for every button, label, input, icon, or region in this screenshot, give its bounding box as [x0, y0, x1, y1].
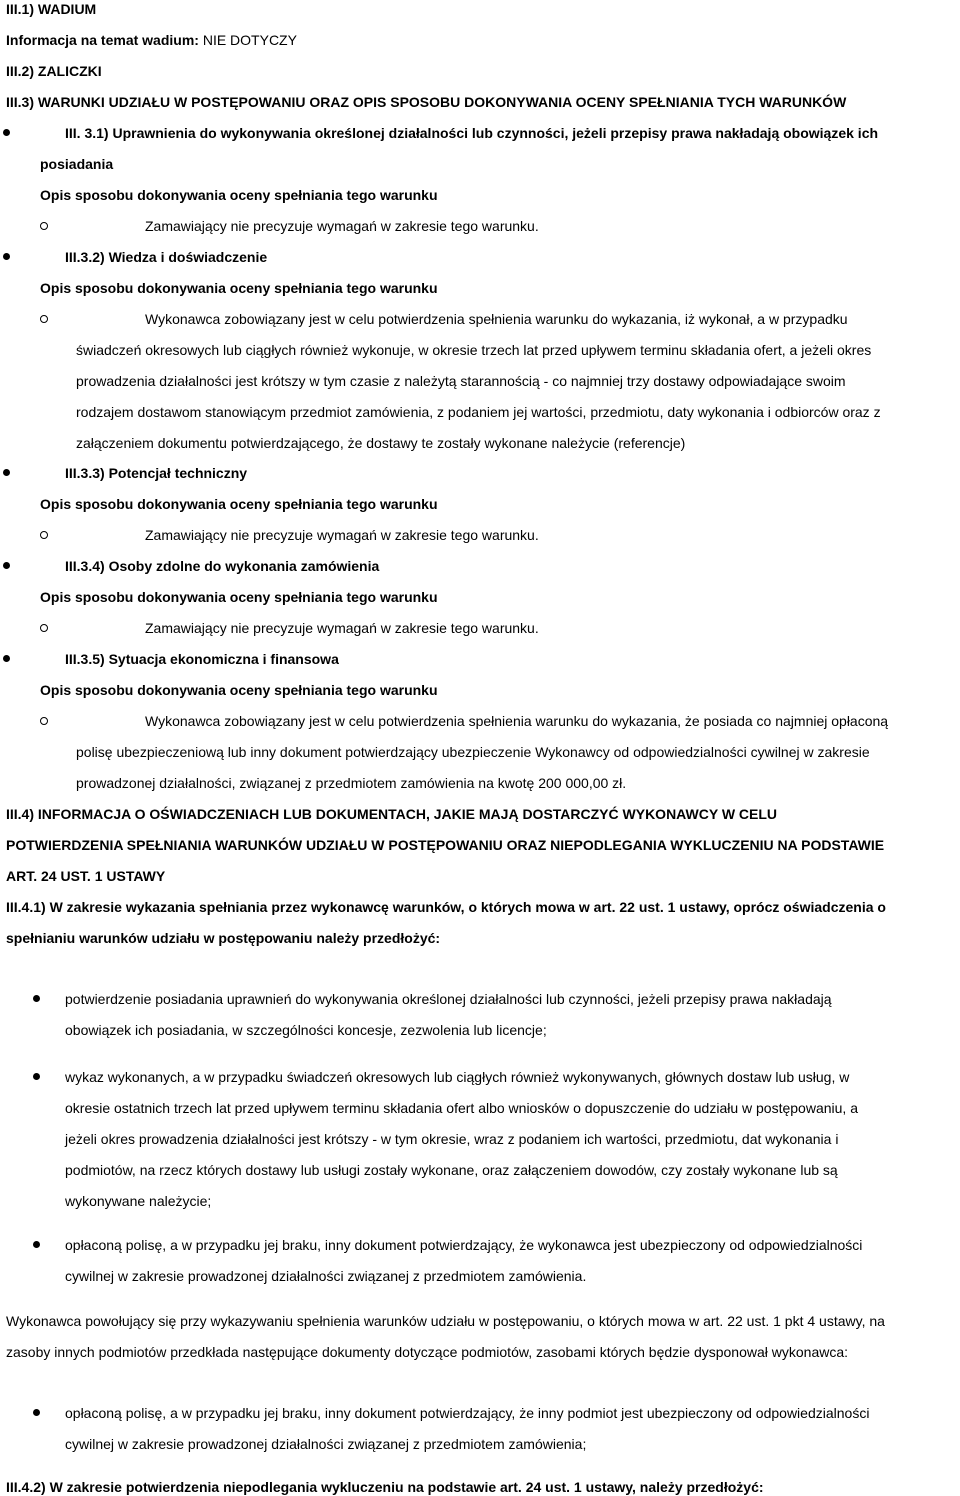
bullet-dot — [3, 469, 10, 476]
list-item-text: cywilnej w zakresie prowadzonej działalności związanej z przedmiotem zamówienia; — [65, 1436, 587, 1452]
bullet-circle — [40, 222, 48, 230]
heading-warunki: III.3) WARUNKI UDZIAŁU W POSTĘPOWANIU ORAZ OPIS SPOSOBU DOKONYWANIA OCENY SPEŁNIANIA TYCH WARUNKÓW — [6, 94, 847, 110]
wadium-info-label: Informacja na temat wadium: — [6, 32, 199, 48]
heading-wadium: III.1) WADIUM — [6, 1, 97, 17]
condition-text-2-line: załączeniem dokumentu potwierdzającego, że dostawy te zostały wykonane należycie (referencje) — [76, 435, 686, 451]
list-item-text: opłaconą polisę, a w przypadku jej braku, inny dokument potwierdzający, że wykonawca jest ubezpieczony od odpowiedzialności — [65, 1237, 863, 1253]
bullet-circle — [40, 315, 48, 323]
condition-title-3: III.3.3) Potencjał techniczny — [65, 465, 248, 481]
bullet-circle — [40, 531, 48, 539]
list-item-text: obowiązek ich posiadania, w szczególności koncesje, zezwolenia lub licencje; — [65, 1022, 547, 1038]
paragraph-resources-cont: zasoby innych podmiotów przedkłada następujące dokumenty dotyczące podmiotów, zasobami których będzie dysponował wykonawca: — [6, 1344, 849, 1360]
heading-zaliczki: III.2) ZALICZKI — [6, 63, 102, 79]
bullet-dot — [33, 995, 40, 1002]
list-item-text: okresie ostatnich trzech lat przed upływem terminu składania ofert albo wniosków o dopuszczenie do udziału w postępowaniu, a — [65, 1100, 858, 1116]
condition-text-5-line: polisę ubezpieczeniową lub inny dokument potwierdzający ubezpieczenie Wykonawcy od odpowiedzialności cywilnej w zakresie — [76, 744, 870, 760]
heading-section-4-2: III.4.2) W zakresie potwierdzenia niepodlegania wykluczeniu na podstawie art. 24 ust. 1 ustawy, należy przedłożyć: — [6, 1479, 764, 1495]
condition-title-2: III.3.2) Wiedza i doświadczenie — [65, 249, 268, 265]
condition-title-1: III. 3.1) Uprawnienia do wykonywania określonej działalności lub czynności, jeżeli przepisy prawa nakładają obowiązek ich — [65, 125, 879, 141]
bullet-circle — [40, 624, 48, 632]
opis-heading: Opis sposobu dokonywania oceny spełniania tego warunku — [40, 280, 438, 296]
list-item-text: potwierdzenie posiadania uprawnień do wykonywania określonej działalności lub czynności, jeżeli przepisy prawa nakładają — [65, 991, 832, 1007]
opis-heading: Opis sposobu dokonywania oceny spełniania tego warunku — [40, 589, 438, 605]
bullet-dot — [3, 129, 10, 136]
condition-text-5-line: prowadzonej działalności, związanej z przedmiotem zamówienia na kwotę 200 000,00 zł. — [76, 775, 627, 791]
list-item-text: jeżeli okres prowadzenia działalności jest krótszy - w tym okresie, wraz z podaniem ich wartości, przedmiotu, dat wykonania i — [65, 1131, 839, 1147]
condition-title-5: III.3.5) Sytuacja ekonomiczna i finansowa — [65, 651, 339, 667]
paragraph-resources: Wykonawca powołujący się przy wykazywaniu spełnienia warunków udziału w postępowaniu, o których mowa w art. 22 ust. 1 pkt 4 ustawy, na — [6, 1313, 885, 1329]
condition-title-4: III.3.4) Osoby zdolne do wykonania zamówienia — [65, 558, 380, 574]
condition-text-5-line: Wykonawca zobowiązany jest w celu potwierdzenia spełnienia warunku do wykazania, że posiada co najmniej opłaconą — [145, 713, 889, 729]
condition-text-2-line: rodzajem dostawom stanowiącym przedmiot zamówienia, z podaniem jej wartości, przedmiotu, daty wykonania i odbiorców oraz z — [76, 404, 881, 420]
bullet-dot — [33, 1073, 40, 1080]
heading-section-4-1: III.4.1) W zakresie wykazania spełniania przez wykonawcę warunków, o których mowa w art. 22 ust. 1 ustawy, oprócz oświadczenia o — [6, 899, 886, 915]
bullet-dot — [33, 1409, 40, 1416]
bullet-dot — [3, 655, 10, 662]
condition-text-2-line: prowadzenia działalności jest krótszy w tym czasie z należytą starannością - co najmniej trzy dostawy odpowiadające swoim — [76, 373, 846, 389]
list-item-text: wykonywane należycie; — [65, 1193, 212, 1209]
opis-heading: Opis sposobu dokonywania oceny spełniania tego warunku — [40, 187, 438, 203]
wadium-info-value: NIE DOTYCZY — [198, 32, 297, 48]
condition-title-1-cont: posiadania — [40, 156, 114, 172]
wadium-info — [6, 31, 297, 49]
list-item-text: podmiotów, na rzecz których dostawy lub usługi zostały wykonane, oraz załączeniem dowodów, czy zostały wykonane lub są — [65, 1162, 838, 1178]
opis-heading: Opis sposobu dokonywania oceny spełniania tego warunku — [40, 496, 438, 512]
list-item-text: opłaconą polisę, a w przypadku jej braku, inny dokument potwierdzający, że inny podmiot jest ubezpieczony od odpowiedzialności — [65, 1405, 870, 1421]
bullet-circle — [40, 717, 48, 725]
condition-text-4: Zamawiający nie precyzuje wymagań w zakresie tego warunku. — [145, 620, 539, 636]
heading-section-4-cont: ART. 24 UST. 1 USTAWY — [6, 868, 166, 884]
heading-section-4: III.4) INFORMACJA O OŚWIADCZENIACH LUB DOKUMENTACH, JAKIE MAJĄ DOSTARCZYĆ WYKONAWCY W CELU — [6, 806, 778, 822]
bullet-dot — [33, 1241, 40, 1248]
condition-text-1: Zamawiający nie precyzuje wymagań w zakresie tego warunku. — [145, 218, 539, 234]
opis-heading: Opis sposobu dokonywania oceny spełniania tego warunku — [40, 682, 438, 698]
heading-section-4-cont: POTWIERDZENIA SPEŁNIANIA WARUNKÓW UDZIAŁU W POSTĘPOWANIU ORAZ NIEPODLEGANIA WYKLUCZENIU NA PODSTAWIE — [6, 837, 885, 853]
condition-text-2-line: świadczeń okresowych lub ciągłych również wykonuje, w okresie trzech lat przed upływem terminu składania ofert, a jeżeli okres — [76, 342, 872, 358]
heading-section-4-1-cont: spełnianiu warunków udziału w postępowaniu należy przedłożyć: — [6, 930, 441, 946]
condition-text-2-line: Wykonawca zobowiązany jest w celu potwierdzenia spełnienia warunku do wykazania, iż wykonał, a w przypadku — [145, 311, 848, 327]
bullet-dot — [3, 253, 10, 260]
bullet-dot — [3, 562, 10, 569]
list-item-text: cywilnej w zakresie prowadzonej działalności związanej z przedmiotem zamówienia. — [65, 1268, 587, 1284]
condition-text-3: Zamawiający nie precyzuje wymagań w zakresie tego warunku. — [145, 527, 539, 543]
list-item-text: wykaz wykonanych, a w przypadku świadczeń okresowych lub ciągłych również wykonywanych, głównych dostaw lub usług, w — [65, 1069, 850, 1085]
